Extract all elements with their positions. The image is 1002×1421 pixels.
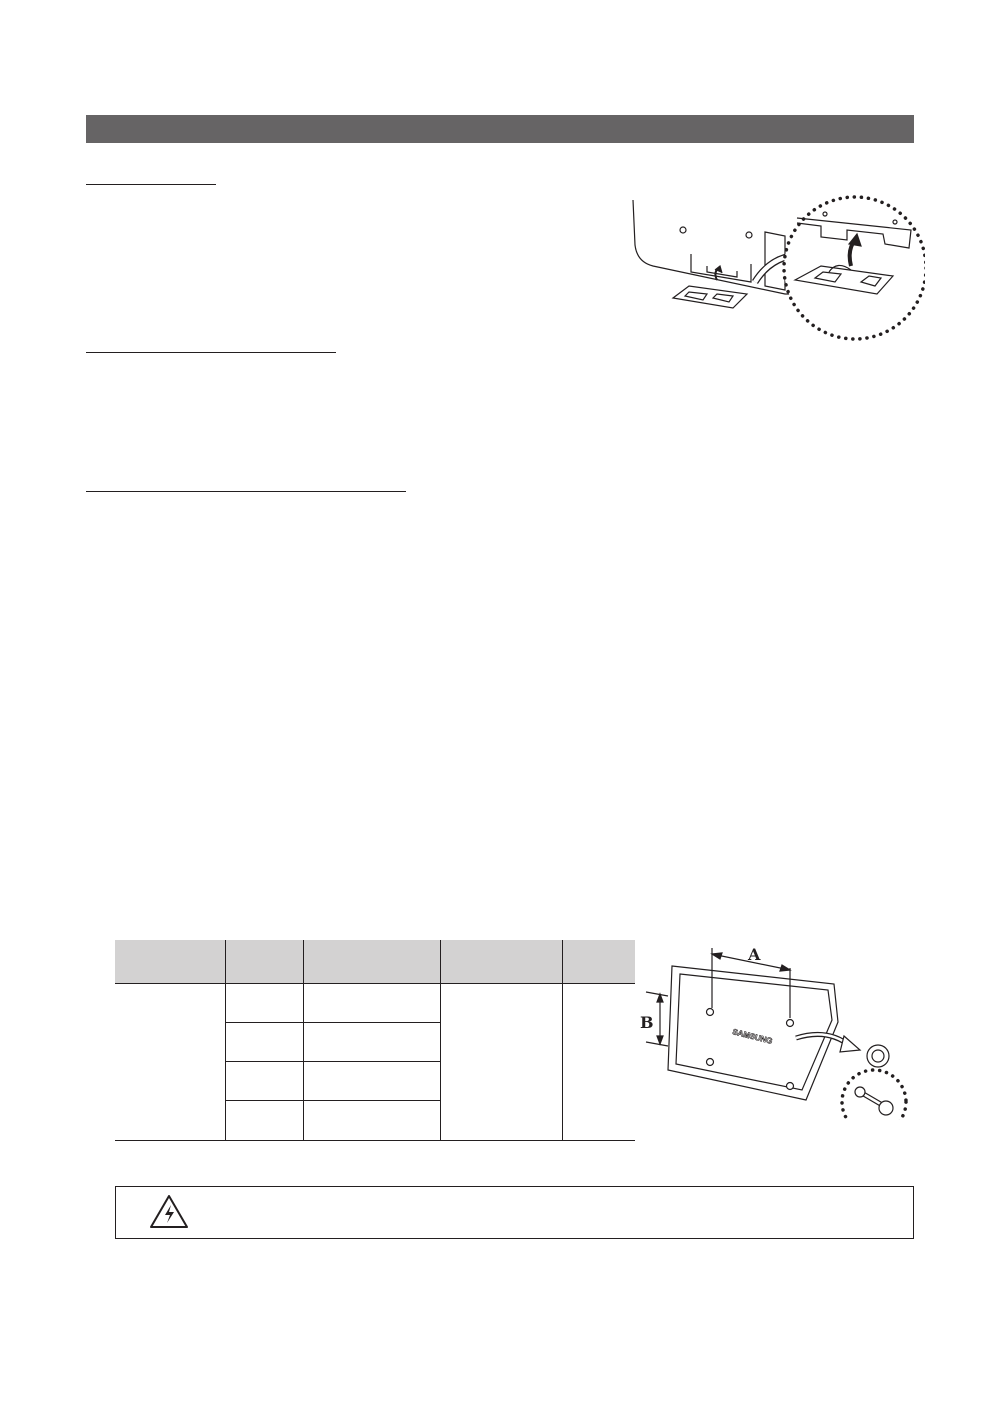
subheading-rule-2	[86, 352, 336, 353]
table-row-rule	[225, 1022, 440, 1023]
table-col-divider	[303, 940, 304, 1141]
vesa-spec-table	[115, 940, 635, 1141]
table-col-divider	[225, 940, 226, 1141]
warning-box	[115, 1186, 914, 1239]
dimension-a-label: A	[748, 945, 761, 964]
electric-shock-warning-icon	[149, 1194, 189, 1230]
table-header-rule	[115, 983, 635, 984]
table-header-row	[115, 940, 635, 983]
table-col-divider	[562, 940, 563, 1141]
dimension-b-label: B	[640, 1013, 654, 1032]
screw-zoom-circle	[842, 1070, 906, 1120]
wall-mount-diagram	[638, 940, 918, 1120]
section-header-bar	[86, 115, 914, 143]
bracket-piece	[673, 286, 747, 308]
subheading-rule-1	[86, 184, 216, 185]
holder-ring-illustration	[625, 190, 925, 345]
table-row-rule	[225, 1061, 440, 1062]
table-bottom-rule	[115, 1140, 635, 1141]
table-col-divider	[440, 940, 441, 1141]
brand-logo-text: SAMSUNG	[731, 1027, 774, 1046]
table-row-rule	[225, 1100, 440, 1101]
subheading-rule-3	[86, 491, 406, 492]
